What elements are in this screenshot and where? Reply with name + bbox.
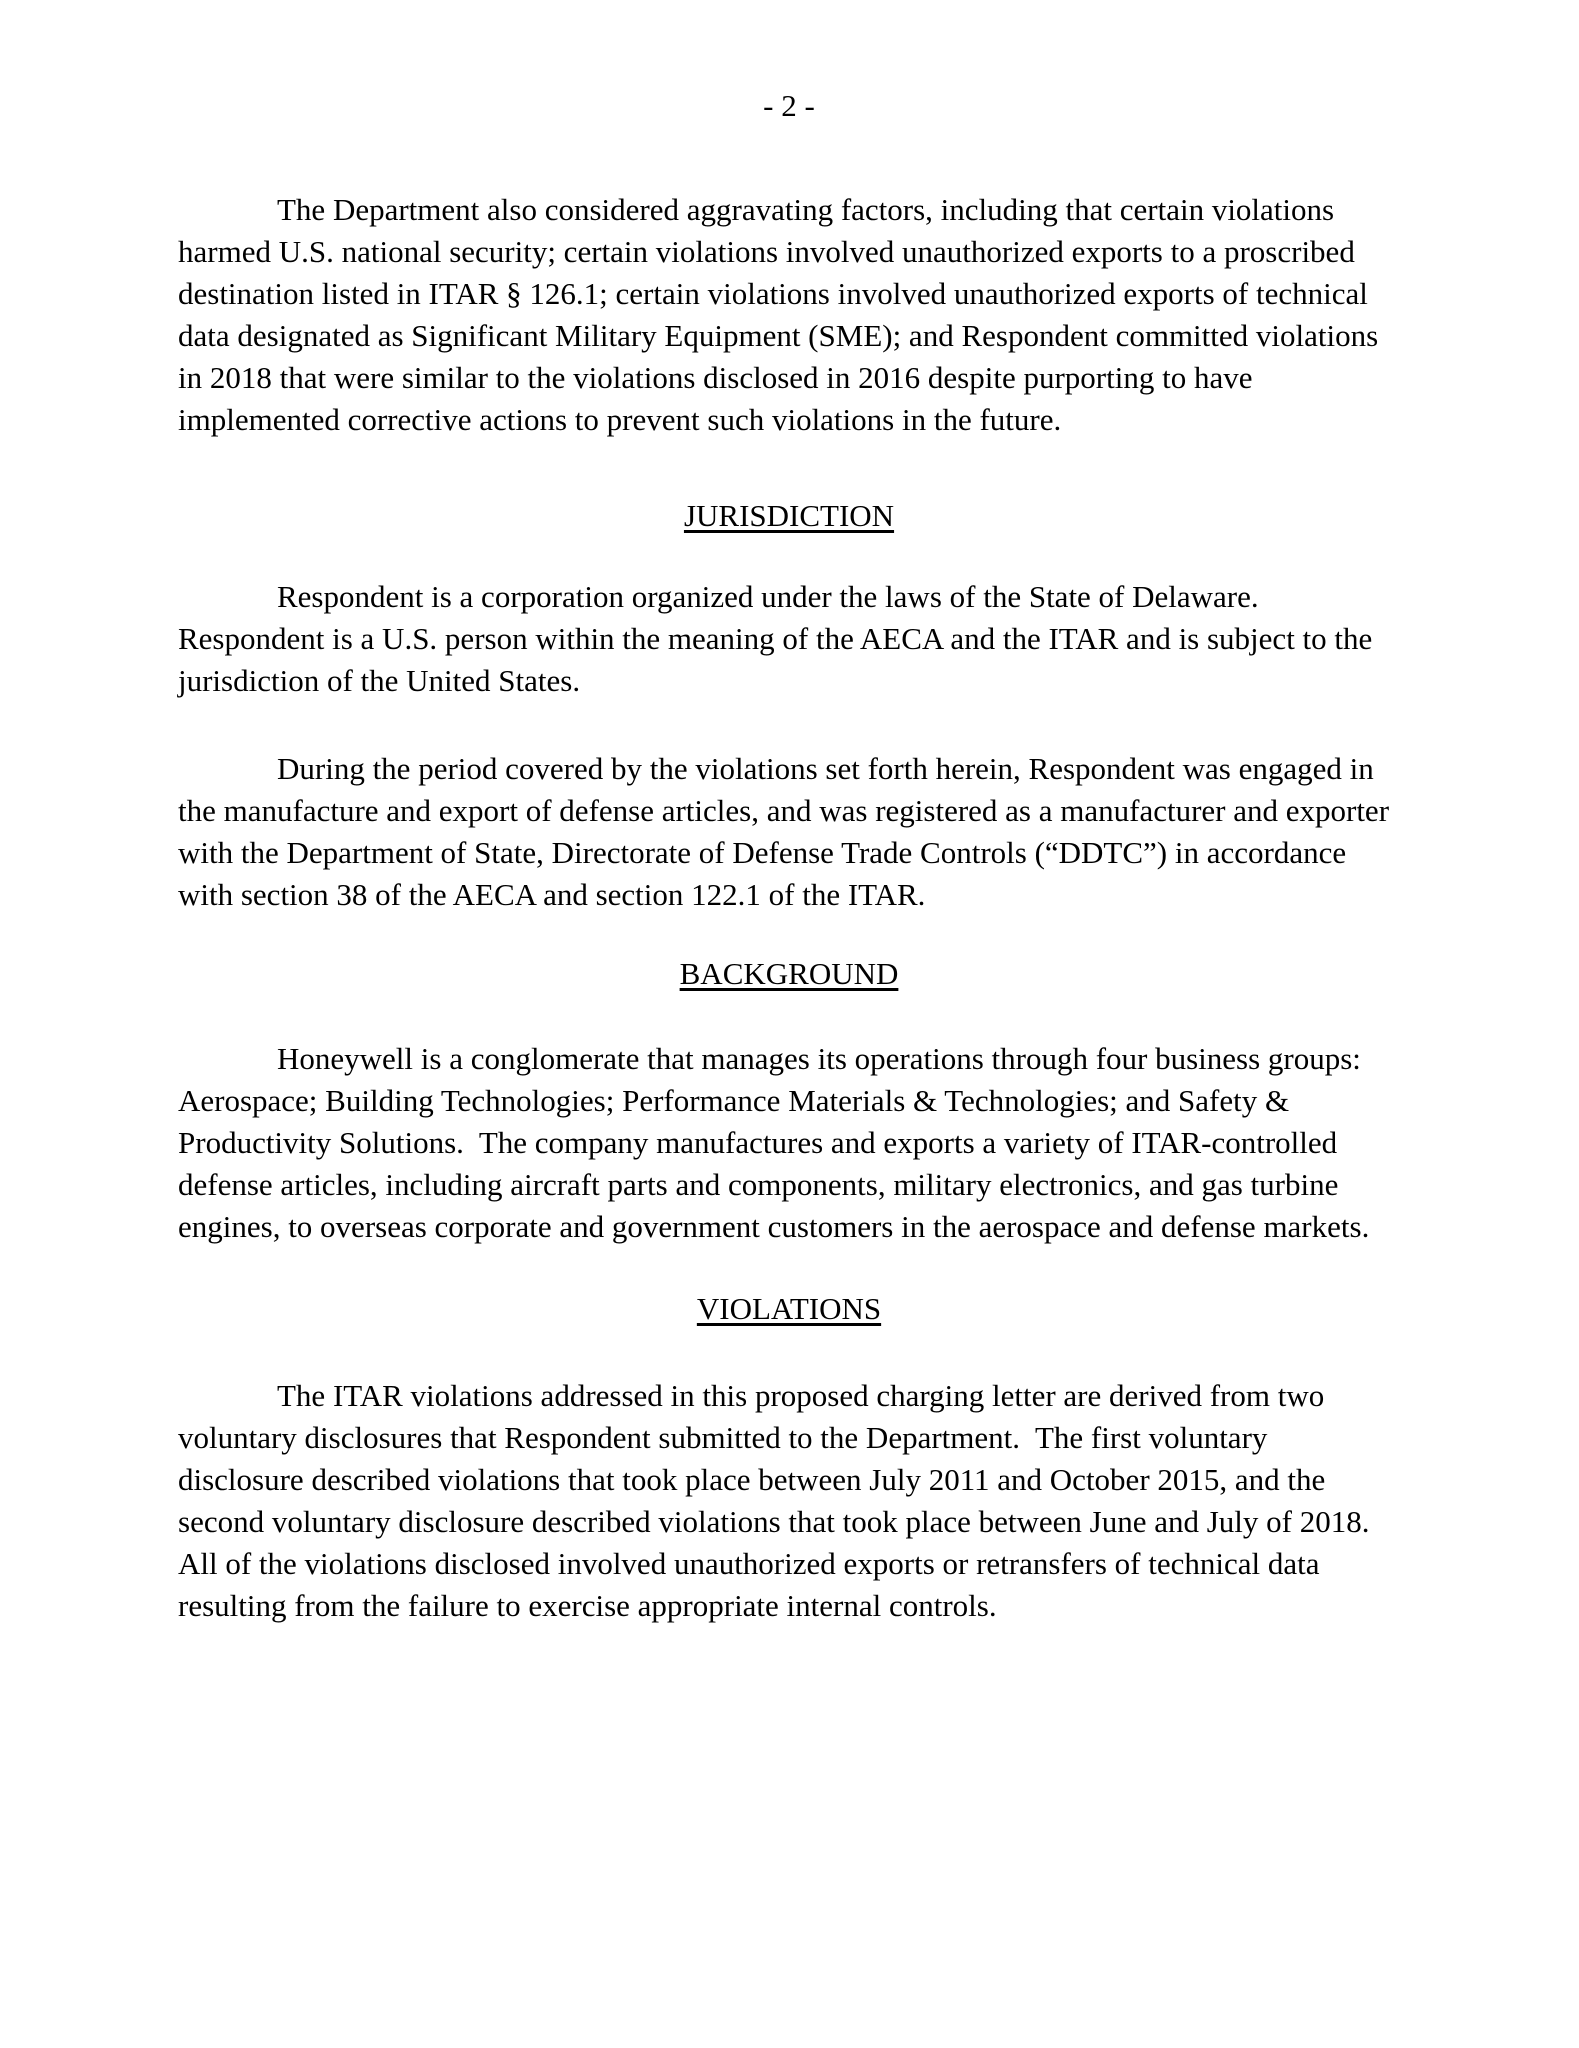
paragraph-jurisdiction-1: Respondent is a corporation organized under the laws of the State of Delaware. Respondent is a U.S. person within the meaning of the AECA and the ITAR and is subject to the jurisdiction of the United States. [178, 579, 1381, 698]
heading-jurisdiction: JURISDICTION [683, 498, 895, 533]
heading-background: BACKGROUND [679, 956, 899, 991]
document-content [178, 85, 1400, 1627]
paragraph-aggravating-factors: The Department also considered aggravating factors, including that certain violations harmed U.S. national security; certain violations involved unauthorized exports to a proscribed destination listed in ITAR § 126.1; certain violations involved unauthorized exports of technical data designated as Significant Military Equipment (SME); and Respondent committed violations in 2018 that were similar to the violations disclosed in 2016 despite purporting to have implemented corrective actions to prevent such violations in the future. [178, 192, 1386, 437]
page-number: - 2 - [763, 88, 815, 123]
paragraph-background: Honeywell is a conglomerate that manages its operations through four business groups: Aerospace; Building Technologies; Performance Materials & Technologies; and Safety & Productivity Solutions. The company manufactures and exports a variety of ITAR-controlled defense articles, including aircraft parts and components, military electronics, and gas turbine engines, to overseas corporate and government customers in the aerospace and defense markets. [178, 1041, 1375, 1244]
paragraph-jurisdiction-2: During the period covered by the violations set forth herein, Respondent was engaged in the manufacture and export of defense articles, and was registered as a manufacturer and exporter with the Department of State, Directorate of Defense Trade Controls (“DDTC”) in accordance with section 38 of the AECA and section 122.1 of the ITAR. [178, 751, 1397, 912]
paragraph-violations: The ITAR violations addressed in this proposed charging letter are derived from two voluntary disclosures that Respondent submitted to the Department. The first voluntary disclosure described violations that took place between July 2011 and October 2015, and the second voluntary disclosure described violations that took place between June and July of 2018. All of the violations disclosed involved unauthorized exports or retransfers of technical data resulting from the failure to exercise appropriate internal controls. [178, 1378, 1384, 1623]
heading-violations: VIOLATIONS [696, 1291, 882, 1326]
